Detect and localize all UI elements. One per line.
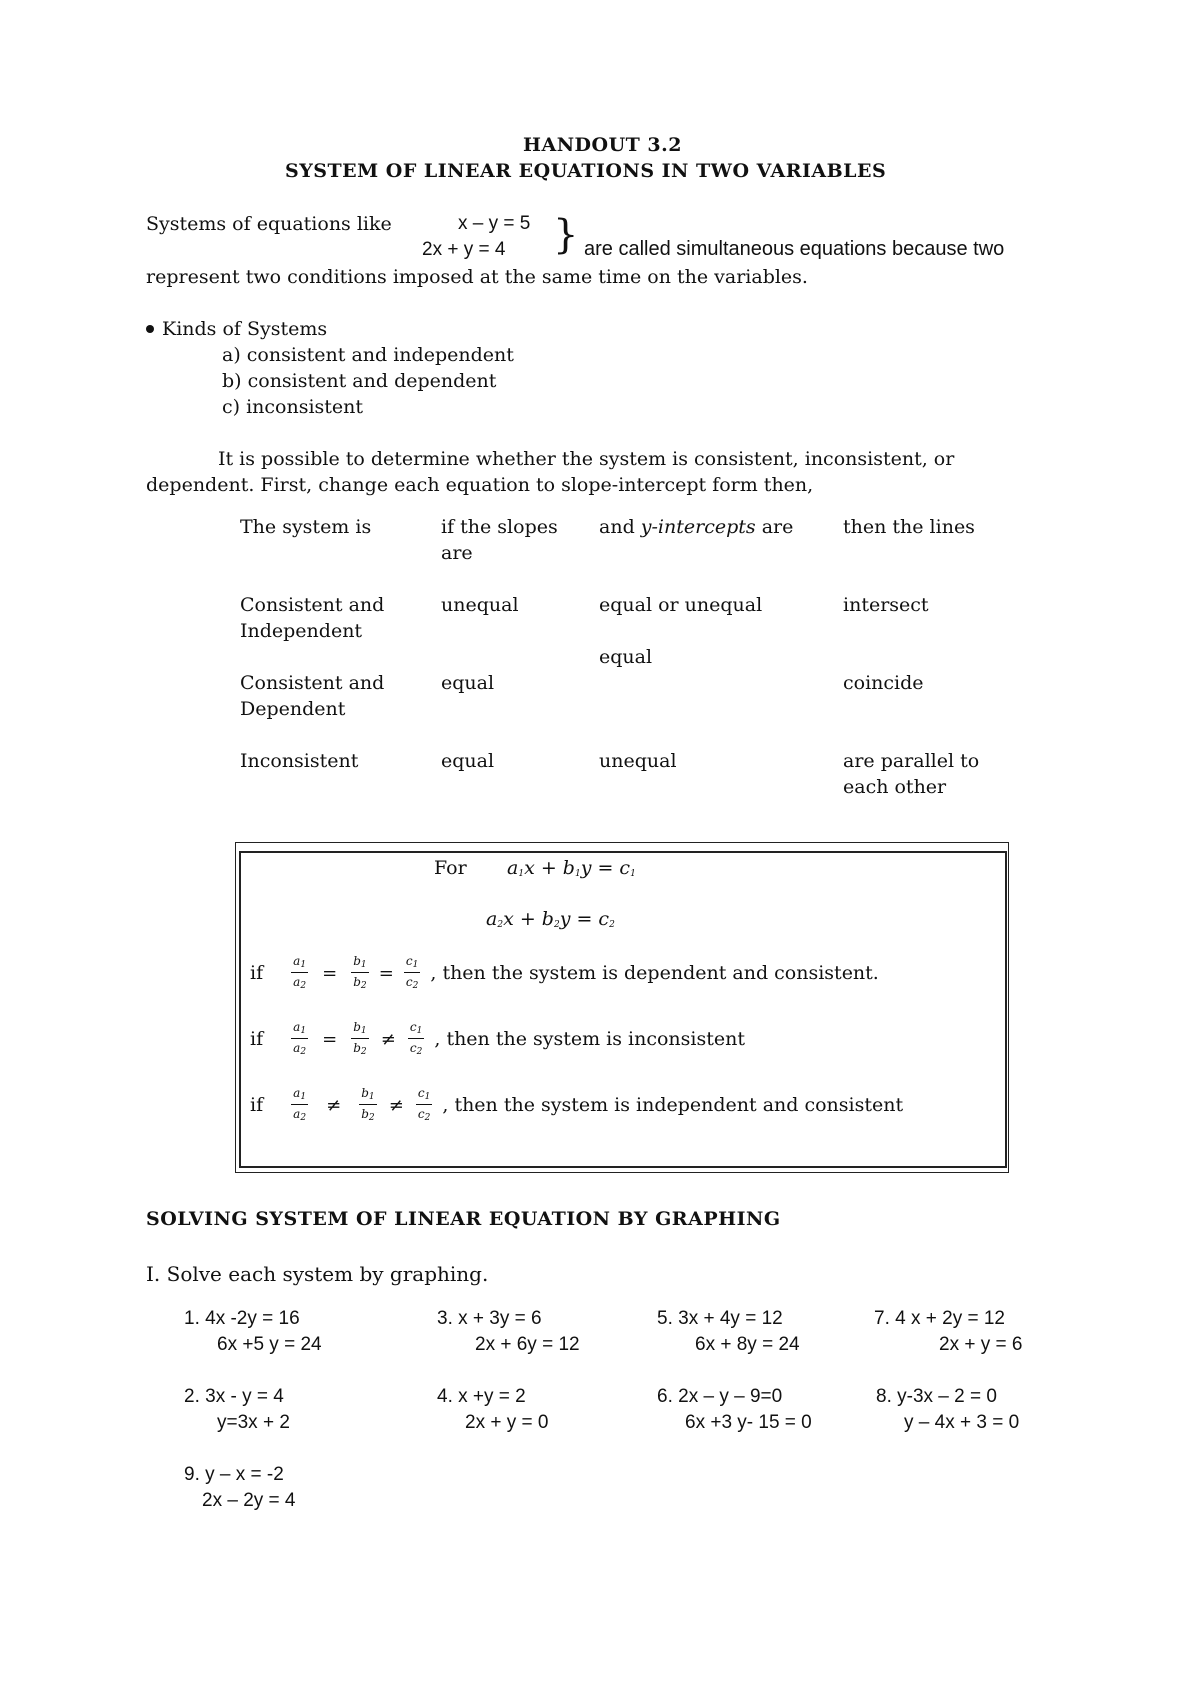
problem-5 [657, 1306, 800, 1358]
table-cell-system: Independent [240, 620, 363, 642]
table-cell-intercepts: equal [599, 646, 653, 668]
problem-7 [874, 1306, 1022, 1358]
table-cell-slopes: unequal [441, 594, 519, 616]
problem-3 [437, 1306, 580, 1358]
table-header-intercepts-post: are [755, 516, 794, 538]
table-header-system: The system is [240, 516, 372, 538]
table-header-slopes: if the slopes [441, 516, 558, 538]
condition-text: , then the system is dependent and consistent. [430, 962, 879, 984]
not-equal-sign: ≠ [380, 1028, 396, 1050]
table-cell-lines: intersect [843, 594, 929, 616]
if-label: if [250, 1028, 264, 1050]
fraction-b1-b2: $\frac{b_1}{b_2}$ [353, 954, 367, 991]
equals-sign: = [378, 962, 394, 984]
problem-line: 4. x +y = 2 [437, 1386, 526, 1407]
problem-line: 2x – 2y = 4 [202, 1490, 296, 1511]
section-heading: SOLVING SYSTEM OF LINEAR EQUATION BY GRAPHING [146, 1208, 781, 1230]
table-header-lines: then the lines [843, 516, 975, 538]
paragraph-line-2: dependent. First, change each equation to slope-intercept form then, [146, 474, 814, 496]
condition-independent [250, 1087, 903, 1123]
intro-equation-1: x – y = 5 [458, 213, 531, 234]
fraction-a1-a2: $\frac{a_1}{a_2}$ [293, 954, 307, 991]
kinds-item: a) consistent and independent [222, 344, 514, 366]
if-label: if [250, 1094, 264, 1116]
table-cell-system: Dependent [240, 698, 346, 720]
problem-line: 8. y-3x – 2 = 0 [876, 1386, 997, 1407]
fraction-a1-a2: $\frac{a_1}{a_2}$ [293, 1020, 307, 1057]
table-header-intercepts-pre: and [599, 516, 641, 538]
equals-sign: = [322, 1028, 338, 1050]
problem-line: 2x + y = 6 [939, 1334, 1023, 1355]
condition-text: , then the system is independent and consistent [442, 1094, 904, 1116]
fraction-a1-a2: $\frac{a_1}{a_2}$ [293, 1086, 307, 1123]
table-cell-lines: are parallel to [843, 750, 980, 772]
table-cell-system: Consistent and [240, 672, 385, 694]
problem-line: 7. 4 x + 2y = 12 [874, 1308, 1005, 1329]
problem-line: 6x + 8y = 24 [695, 1334, 800, 1355]
problem-4 [437, 1384, 548, 1436]
problem-2 [184, 1384, 290, 1436]
fraction-b1-b2: $\frac{b_1}{b_2}$ [361, 1086, 375, 1123]
intro-equation-2: 2x + y = 4 [422, 239, 506, 260]
problem-line: 2x + y = 0 [465, 1412, 549, 1433]
intro-after-brace: are called simultaneous equations because two [584, 238, 1005, 260]
kinds-item: b) consistent and dependent [222, 370, 497, 392]
box-equation-1: $a_1x + b_1y = c_1$ [507, 857, 636, 879]
paragraph-line-1: It is possible to determine whether the system is consistent, inconsistent, or [218, 448, 955, 470]
problem-6 [657, 1384, 812, 1436]
handout-title: HANDOUT 3.2 [523, 134, 682, 156]
condition-text: , then the system is inconsistent [434, 1028, 745, 1050]
problem-9 [184, 1462, 295, 1514]
table-cell-slopes: equal [441, 750, 495, 772]
problem-line: 2. 3x - y = 4 [184, 1386, 284, 1407]
condition-dependent [250, 955, 879, 991]
problem-line: 2x + 6y = 12 [475, 1334, 580, 1355]
intro-line-2: represent two conditions imposed at the same time on the variables. [146, 266, 808, 288]
table-cell-lines: coincide [843, 672, 924, 694]
not-equal-sign: ≠ [326, 1094, 342, 1116]
table-cell-lines: each other [843, 776, 947, 798]
problem-line: 6x +3 y- 15 = 0 [685, 1412, 812, 1433]
box-for-label: For [434, 857, 467, 879]
fraction-c1-c2: $\frac{c_1}{c_2}$ [409, 1020, 423, 1057]
handout-subtitle: SYSTEM OF LINEAR EQUATIONS IN TWO VARIABLES [285, 160, 887, 182]
box-equation-2: $a_2x + b_2y = c_2$ [486, 908, 615, 930]
instruction: I. Solve each system by graphing. [146, 1262, 489, 1286]
problem-line: y – 4x + 3 = 0 [904, 1412, 1020, 1433]
problem-line: 9. y – x = -2 [184, 1464, 284, 1485]
table-header-slopes-2: are [441, 542, 473, 564]
table-cell-system: Consistent and [240, 594, 385, 616]
fraction-b1-b2: $\frac{b_1}{b_2}$ [353, 1020, 367, 1057]
table-header-intercepts-em: y-intercepts [640, 516, 756, 538]
kinds-heading [146, 318, 327, 340]
if-label: if [250, 962, 264, 984]
problem-line: 3. x + 3y = 6 [437, 1308, 542, 1329]
fraction-c1-c2: $\frac{c_1}{c_2}$ [405, 954, 419, 991]
bullet-icon [146, 325, 154, 333]
not-equal-sign: ≠ [388, 1094, 404, 1116]
table-cell-slopes: equal [441, 672, 495, 694]
problem-line: 1. 4x -2y = 16 [184, 1308, 300, 1329]
condition-inconsistent [250, 1021, 745, 1057]
kinds-heading-text: Kinds of Systems [162, 318, 328, 340]
problem-line: 6. 2x – y – 9=0 [657, 1386, 783, 1407]
right-brace-icon: } [553, 212, 579, 258]
problem-1 [184, 1306, 322, 1358]
table-cell-intercepts: unequal [599, 750, 677, 772]
table-cell-intercepts: equal or unequal [599, 594, 763, 616]
table-header-intercepts [599, 516, 793, 538]
fraction-c1-c2: $\frac{c_1}{c_2}$ [417, 1086, 431, 1123]
problem-line: y=3x + 2 [217, 1412, 290, 1433]
problem-8 [876, 1384, 1019, 1436]
intro-lead: Systems of equations like [146, 213, 392, 235]
problem-line: 6x +5 y = 24 [217, 1334, 322, 1355]
table-cell-system: Inconsistent [240, 750, 359, 772]
equals-sign: = [322, 962, 338, 984]
kinds-item: c) inconsistent [222, 396, 364, 418]
problem-line: 5. 3x + 4y = 12 [657, 1308, 783, 1329]
